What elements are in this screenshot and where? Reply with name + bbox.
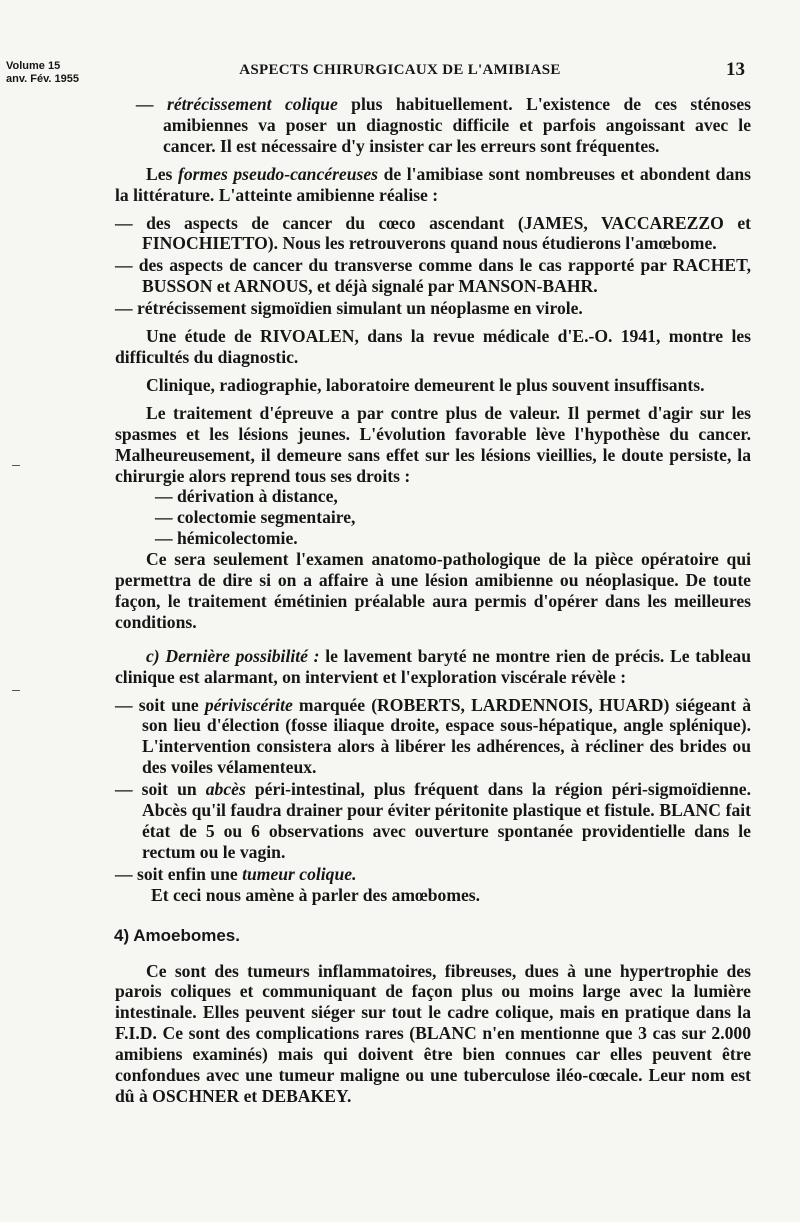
paragraph: Ce sera seulement l'examen anatomo-pathologique de la pièce opératoire qui permettra de dire si on a affaire à une lésion amibienne ou néoplasique. De toute façon, le traitement émétinien préalable aura permis d'opérer dans les meilleures conditions. — [115, 549, 751, 632]
list-item: — soit enfin une tumeur colique. — [115, 863, 357, 884]
paragraph: Une étude de RIVOALEN, dans la revue médicale d'E.-O. 1941, montre les difficultés du diagnostic. — [115, 326, 751, 367]
emphasis: c) Dernière possibilité : — [146, 645, 320, 666]
issue-date: anv. Fév. 1955 — [6, 73, 79, 85]
emphasis: abcès — [205, 779, 246, 800]
paragraph: Ce sont des tumeurs inflammatoires, fibreuses, dues à une hypertrophie des parois coliques et communiquant de façon plus ou moins large avec la lumière intestinale. Elles peuvent siéger sur tout le cadre colique, mais en pratique dans la F.I.D. Ce sont des complications rares (BLANC n'en mentionne que 3 cas sur 2.000 amibiens examinés) mais qui doivent être bien connues car elles peuvent être confondues avec une tumeur maligne ou une tuberculose iléo-cœcale. Leur nom est dû à OSCHNER et DEBAKEY. — [115, 960, 751, 1106]
paragraph: Le traitement d'épreuve a par contre plus de valeur. Il permet d'agir sur les spasmes et les lésions jeunes. L'évolution favorable lève l'hypothèse du cancer. Malheureusement, il demeure sans effet sur les lésions vieillies, le doute persiste, la chirurgie alors reprend tous ses droits : — [115, 402, 751, 486]
emphasis: périviscérite — [204, 694, 293, 715]
running-title: ASPECTS CHIRURGICAUX DE L'AMIBIASE — [239, 62, 561, 78]
paragraph: Les formes pseudo-cancéreuses de l'amibiase sont nombreuses et abondent dans la littérature. L'atteinte amibienne réalise : — [115, 163, 752, 205]
emphasis: — rétrécissement colique — [136, 94, 338, 114]
paragraph: Clinique, radiographie, laboratoire demeurent le plus souvent insuffisants. — [146, 374, 705, 395]
list-item: — des aspects de cancer du transverse comme dans le cas rapporté par RACHET, BUSSON et ARNOUS, et déjà signalé par MANSON-BAHR. — [115, 255, 751, 297]
paragraph: c) Dernière possibilité : le lavement baryté ne montre rien de précis. Le tableau clinique est alarmant, on intervient et l'exploration viscérale révèle : — [115, 645, 751, 687]
paragraph: Et ceci nous amène à parler des amœbomes. — [151, 884, 481, 905]
list-item: — hémicolectomie. — [155, 528, 298, 549]
page-number: 13 — [726, 59, 745, 80]
volume-label: Volume 15 — [6, 60, 61, 72]
paragraph: — rétrécissement colique plus habituellement. L'existence de ces sténoses amibiennes va poser un diagnostic difficile et parfois angoissant avec le cancer. Il est nécessaire d'y insister car les erreurs sont fréquentes. — [136, 94, 751, 156]
list-item: — dérivation à distance, — [155, 486, 338, 507]
list-item: — soit une périviscérite marquée (ROBERTS, LARDENNOIS, HUARD) siégeant à son lieu d'élection (fosse iliaque droite, espace sous-hépatique, angle splénique). L'intervention consistera alors à libérer les adhérences, à récliner des brides ou des voiles vélamenteux. — [115, 694, 751, 778]
margin-tick — [12, 465, 20, 466]
list-item: — soit un abcès péri-intestinal, plus fréquent dans la région péri-sigmoïdienne. Abcès qu'il faudra drainer pour éviter péritonite plastique et fistule. BLANC fait état de 5 ou 6 observations avec ouverture spontanée providentielle dans le rectum ou le vagin. — [115, 779, 752, 862]
list-item: — des aspects de cancer du cœco ascendant (JAMES, VACCAREZZO et FINOCHIETTO). Nous les retrouverons quand nous étudierons l'amœbome. — [115, 212, 751, 254]
margin-tick — [12, 690, 20, 691]
emphasis: formes pseudo-cancéreuses — [177, 163, 379, 184]
list-item: — rétrécissement sigmoïdien simulant un néoplasme en virole. — [115, 298, 583, 319]
emphasis: tumeur colique. — [242, 863, 357, 884]
list-item: — colectomie segmentaire, — [155, 507, 356, 528]
article-body — [115, 94, 751, 1114]
section-heading: 4) Amoebomes. — [114, 925, 240, 945]
